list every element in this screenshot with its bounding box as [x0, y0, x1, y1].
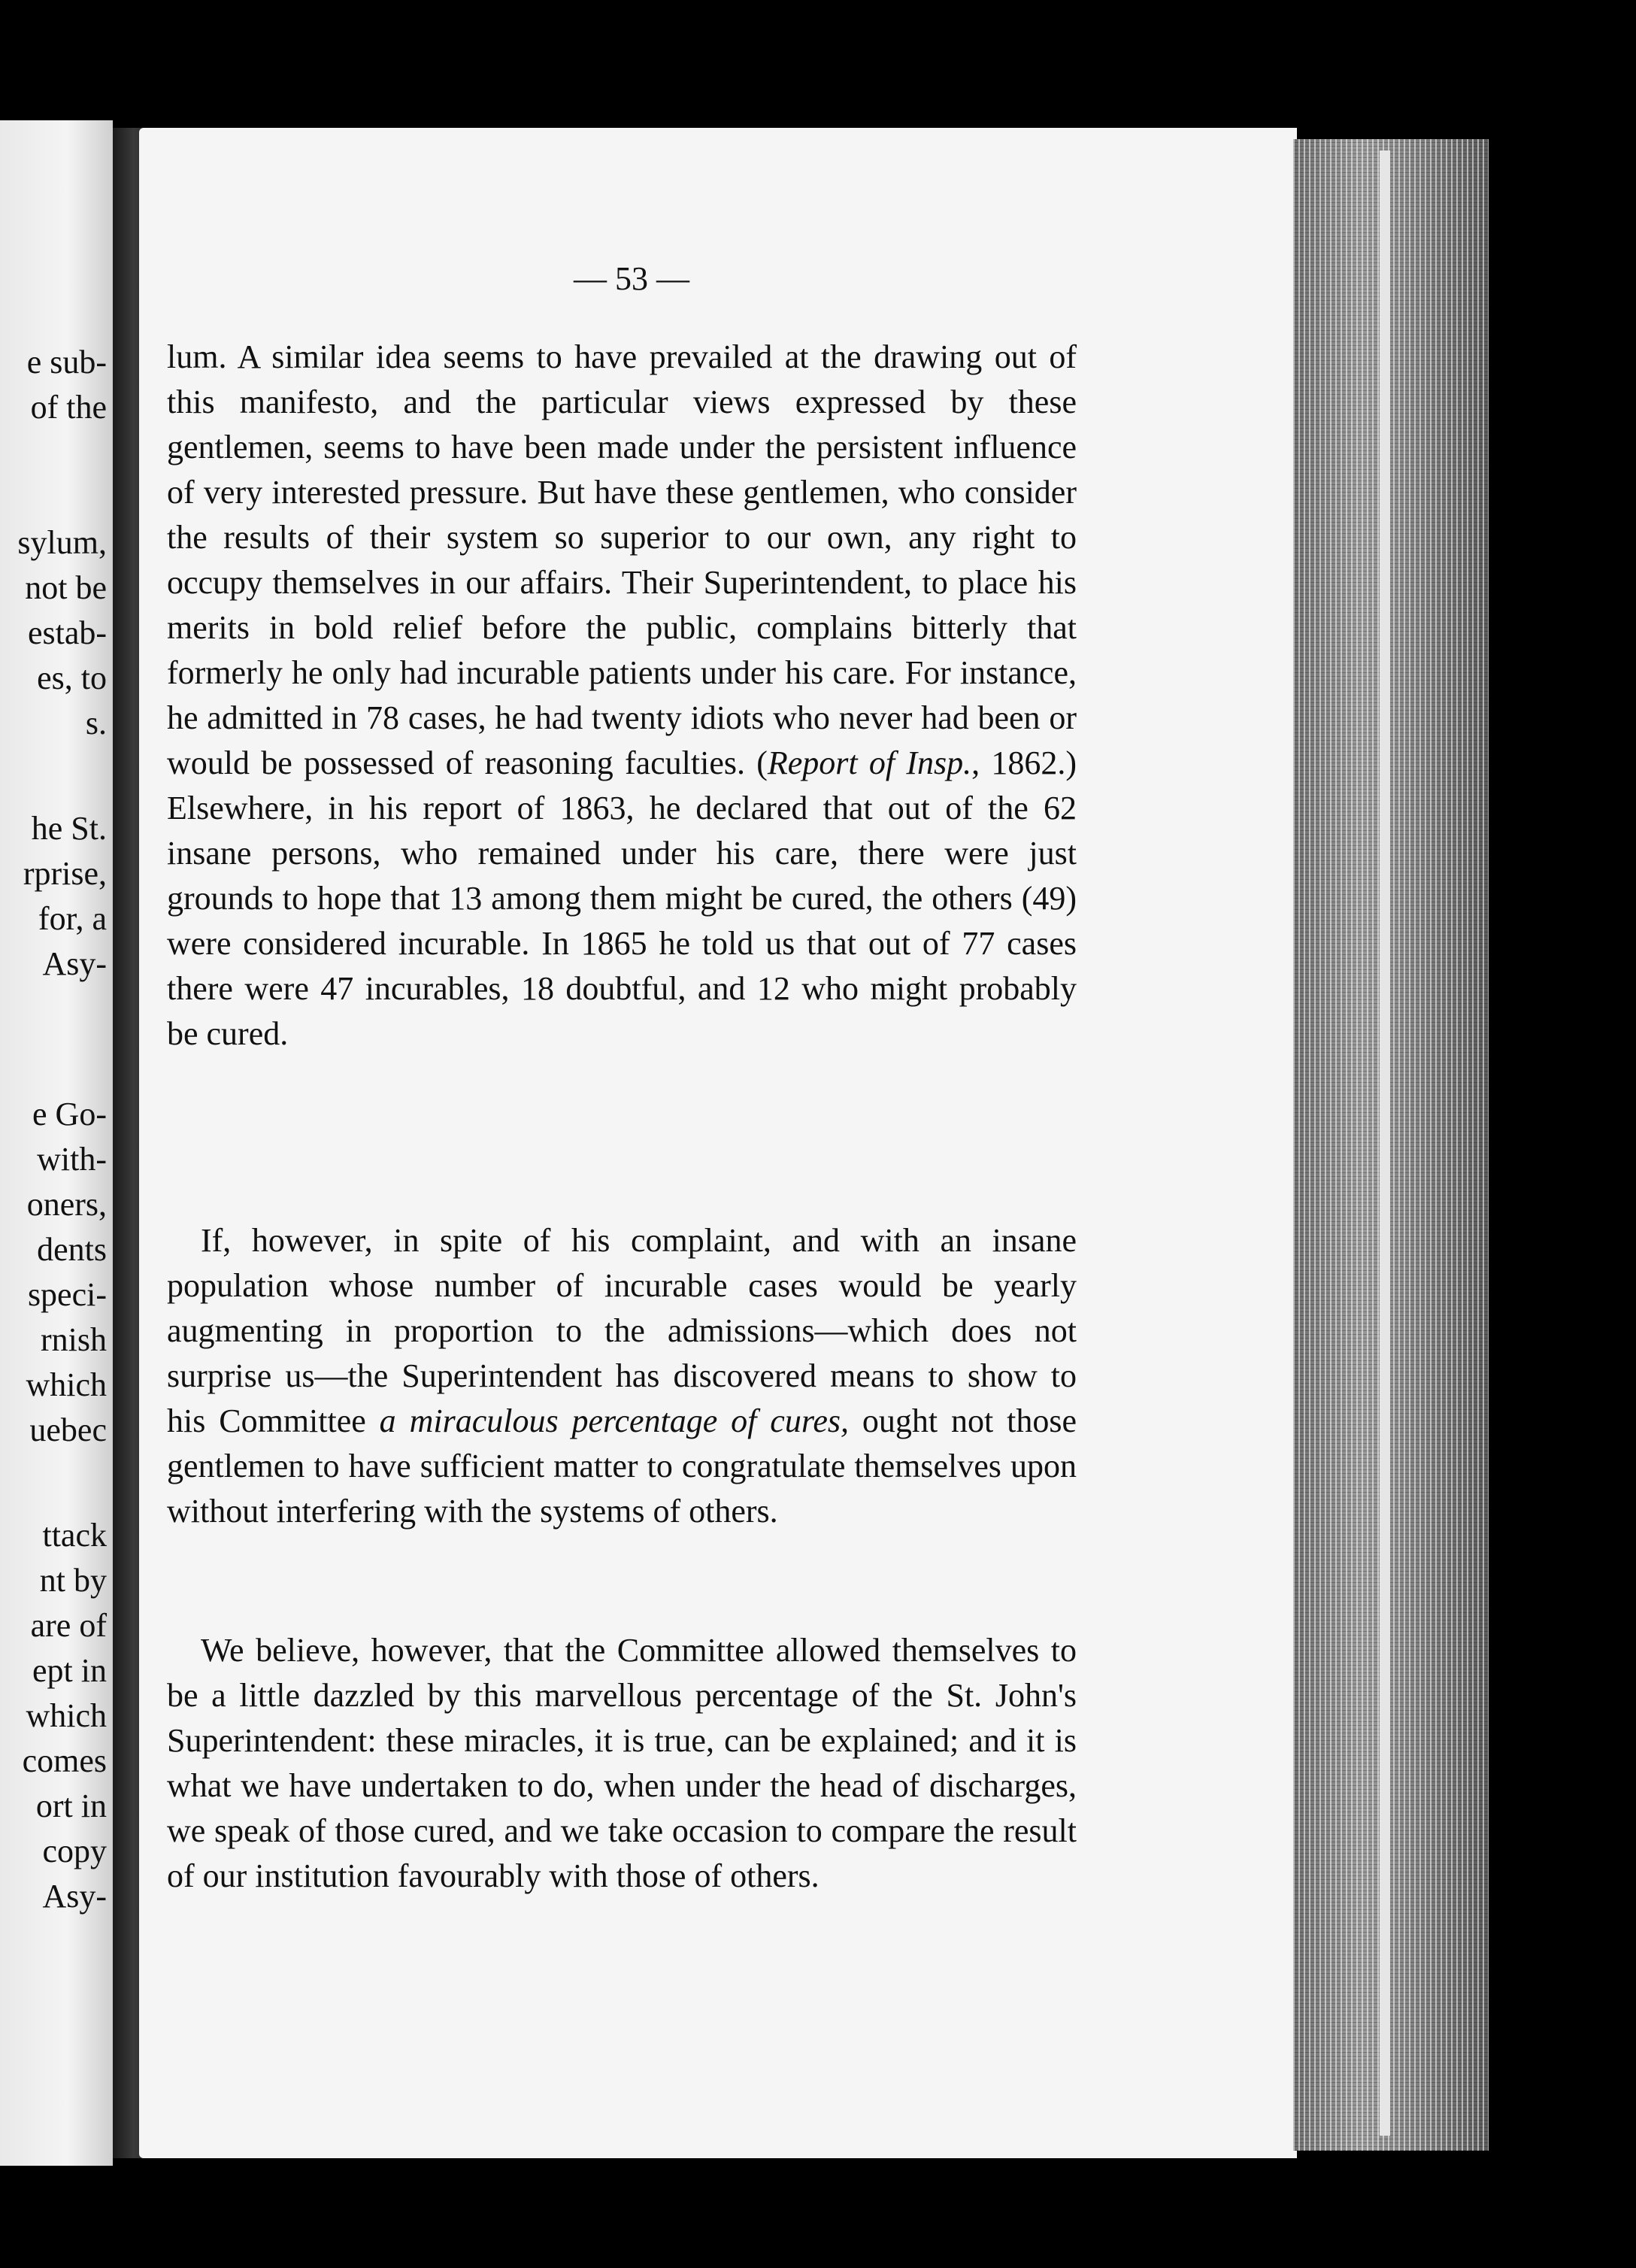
paragraph-2 — [167, 1218, 1077, 1534]
left-page-text-line: Asy- — [42, 1878, 107, 1915]
left-page-text-line: Asy- — [42, 945, 107, 982]
left-page-text-line: comes — [22, 1742, 107, 1779]
left-page-text-line: oners, — [26, 1186, 107, 1223]
left-page-text-line: e Go- — [32, 1096, 107, 1132]
paragraph-1-text: lum. A similar idea seems to have prevailed at the drawing out of this manifesto, and the particular views expressed by these gentlemen, seems to have been made under the persistent influence of very interested pressure. But have these gentlemen, who consider the results of their system so superior to our own, any right to occupy themselves in our affairs. Their Superintendent, to place his merits in bold relief before the public, complains bitterly that formerly he only had incurable patients under his care. For instance, he admitted in 78 cases, he had twenty idiots who never had been or would be possessed of reasoning faculties. ( — [167, 338, 1077, 781]
left-page-text-line: not be — [25, 569, 107, 606]
page-number: — 53 — — [574, 260, 689, 297]
page-edge-highlight — [1380, 150, 1390, 2136]
left-page-text-line: of the — [30, 389, 107, 426]
paragraph-3 — [167, 1628, 1077, 1899]
paragraph-2-text: If, however, in spite of his complaint, and with an insane population whose number of incurable cases would be yearly augmenting in proportion to the admissions—which does not surprise us—the Superintendent has discovered means to show to his Committee — [167, 1222, 1077, 1439]
left-page-text-line: ttack — [42, 1517, 107, 1554]
left-page-text-line: s. — [85, 705, 107, 741]
left-page-text-line: for, a — [38, 900, 107, 937]
left-page-text-line: with- — [37, 1141, 107, 1178]
left-page-text-line: ort in — [35, 1787, 107, 1824]
page-block-edge — [1293, 139, 1489, 2151]
left-page-text-line: which — [26, 1697, 107, 1734]
paragraph-1-italic: Report of Insp. — [767, 744, 972, 781]
paragraph-3-text: We believe, however, that the Committee allowed themselves to be a little dazzled by this marvellous percentage of the St. John's Superintendent: these miracles, it is true, can be explained; and it is what we have undertaken to do, when under the head of discharges, we speak of those cured, and we take occasion to compare the result of our institution favourably with those of others. — [167, 1632, 1077, 1894]
paragraph-2-italic: a miraculous percentage of cures, — [379, 1402, 849, 1439]
left-page-text-line: nt by — [39, 1562, 107, 1599]
left-page-edge — [0, 120, 113, 2166]
left-page-text-line: speci- — [27, 1276, 107, 1313]
left-page-text-line: uebec — [29, 1411, 107, 1448]
left-page-text-line: ept in — [32, 1652, 107, 1689]
left-page-text-line: es, to — [37, 659, 107, 696]
left-page-text-line: dents — [37, 1231, 107, 1268]
left-page-text-line: copy — [42, 1833, 107, 1869]
left-page-text-line: sylum, — [17, 524, 107, 561]
left-page-text-line: he St. — [31, 810, 107, 847]
left-page-text-line: which — [26, 1366, 107, 1403]
left-page-text-line: rnish — [41, 1321, 107, 1358]
left-page-text-line: are of — [30, 1607, 107, 1644]
left-page-text-line: rprise, — [23, 855, 107, 892]
left-page-text-line: e sub- — [26, 344, 107, 381]
paragraph-2-text-cont: ought not those gentlemen to have sufficient matter to congratulate themselves upon without interfering with the systems of others. — [167, 1402, 1077, 1530]
left-page-text-line: estab- — [27, 614, 107, 651]
paragraph-1 — [167, 335, 1077, 1057]
paragraph-1-text-cont: , 1862.) Elsewhere, in his report of 1863, he declared that out of the 62 insane persons, who remained under his care, there were just grounds to hope that 13 among them might be cured, the others (49) were considered incurable. In 1865 he told us that out of 77 cases there were 47 incurables, 18 doubtful, and 12 who might probably be cured. — [167, 744, 1077, 1052]
